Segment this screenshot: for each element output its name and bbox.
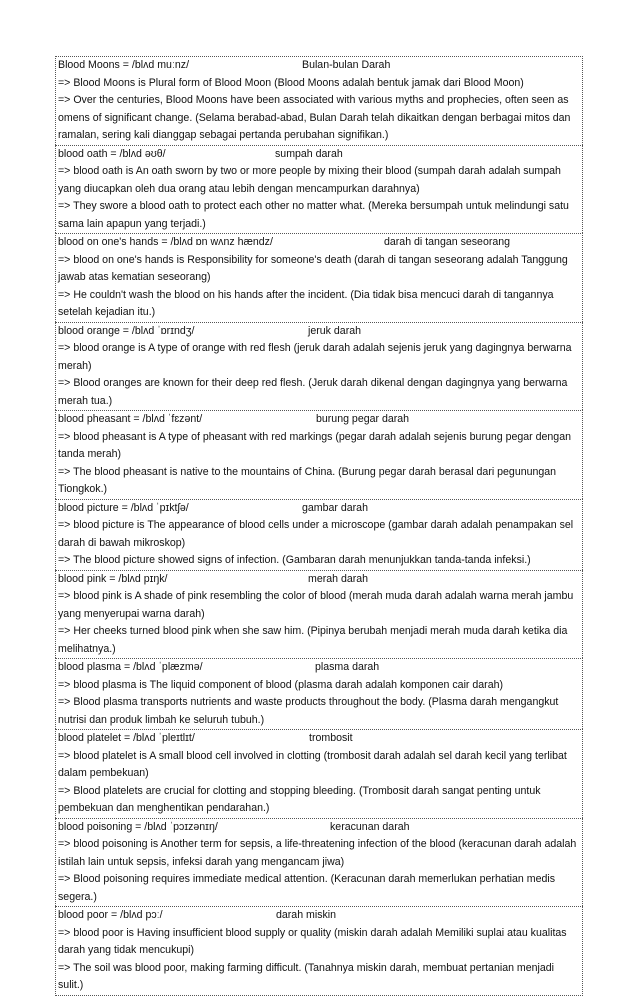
entry-term: blood pheasant = /blʌd ˈfɛzənt/ — [58, 413, 203, 425]
glossary-entry — [55, 906, 583, 996]
entry-translation: darah di tangan seseorang — [384, 236, 511, 248]
entry-term: blood plasma = /blʌd ˈplæzmə/ — [58, 661, 203, 673]
entry-definition: => Blood Moons is Plural form of Blood Moon (Blood Moons adalah bentuk jamak dari Blood Moon) — [58, 76, 524, 89]
glossary-entry — [55, 729, 583, 818]
entry-term: blood poor = /blʌd pɔː/ — [58, 909, 163, 921]
entry-translation: keracunan darah — [330, 820, 410, 833]
entry-term: blood platelet = /blʌd ˈpleɪtlɪt/ — [58, 732, 195, 744]
glossary-page — [55, 56, 583, 996]
glossary-entry — [55, 658, 583, 729]
entry-translation: jeruk darah — [308, 324, 361, 337]
entry-example: => Blood plasma transports nutrients and waste products throughout the body. (Plasma darah mengangkut nutrisi dan produk limbah ke seluruh tubuh.) — [58, 696, 559, 726]
entry-example: => He couldn't wash the blood on his hands after the incident. (Dia tidak bisa mencuci darah di tangannya setelah kejadian itu.) — [58, 288, 554, 318]
entry-translation: darah miskin — [276, 909, 337, 921]
entry-example: => Her cheeks turned blood pink when she saw him. (Pipinya berubah menjadi merah muda darah ketika dia melihatnya.) — [58, 625, 568, 655]
entry-example: => They swore a blood oath to protect each other no matter what. (Mereka bersumpah untuk melindungi satu sama lain apapun yang terjadi.) — [58, 200, 569, 230]
entry-definition: => blood plasma is The liquid component of blood (plasma darah adalah komponen cair darah) — [58, 678, 504, 691]
glossary-entry — [55, 410, 583, 499]
entry-heading — [58, 234, 580, 252]
entry-translation: sumpah darah — [275, 147, 343, 160]
glossary-entry — [55, 322, 583, 411]
entry-translation: trombosit — [309, 732, 353, 744]
entry-example: => Blood poisoning requires immediate medical attention. (Keracunan darah memerlukan perhatian medis segera.) — [58, 873, 556, 903]
entry-term: blood picture = /blʌd ˈpɪktʃə/ — [58, 501, 189, 514]
entry-heading — [58, 500, 580, 518]
glossary-entry — [55, 499, 583, 570]
entry-heading — [58, 730, 580, 748]
entry-definition: => blood on one's hands is Responsibility for someone's death (darah di tangan seseorang adalah Tanggung jawab atas kematian seseorang) — [58, 253, 568, 283]
entry-term: blood on one's hands = /blʌd ɒn wʌnz hændz/ — [58, 236, 273, 248]
entry-translation: plasma darah — [315, 661, 380, 673]
entry-definition: => blood orange is A type of orange with red flesh (jeruk darah adalah sejenis jeruk yang dagingnya berwarna merah) — [58, 342, 572, 372]
entry-definition: => blood pink is A shade of pink resembling the color of blood (merah muda darah adalah warna merah jambu yang menyerupai warna darah) — [58, 590, 574, 620]
entry-translation: Bulan-bulan Darah — [302, 59, 391, 71]
glossary-entry — [55, 233, 583, 322]
glossary-entry — [55, 818, 583, 907]
entry-term: blood oath = /blʌd əʊθ/ — [58, 147, 166, 160]
entry-definition: => blood platelet is A small blood cell involved in clotting (trombosit darah adalah sel darah kecil yang terlibat dalam pembekuan) — [58, 749, 567, 779]
entry-term: Blood Moons = /blʌd muːnz/ — [58, 59, 190, 71]
entry-heading — [58, 571, 580, 589]
entry-definition: => blood pheasant is A type of pheasant with red markings (pegar darah adalah sejenis burung pegar dengan tanda merah) — [58, 430, 571, 460]
entry-heading — [58, 907, 580, 925]
entry-example: => The blood picture showed signs of infection. (Gambaran darah menunjukkan tanda-tanda infeksi.) — [58, 554, 531, 566]
entry-example: => The blood pheasant is native to the mountains of China. (Burung pegar darah berasal dari pegunungan Tiongkok.) — [58, 465, 557, 495]
entry-example: => Over the centuries, Blood Moons have been associated with various myths and prophecies, often seen as omens of significant change. (Selama berabad-abad, Bulan Darah telah dikaitkan dengan berbagai mitos dan ramalan, sering kali dianggap sebagai pertanda perubahan signifikan.) — [58, 94, 571, 141]
entry-term: blood pink = /blʌd pɪŋk/ — [58, 572, 168, 585]
entry-translation: merah darah — [308, 572, 369, 585]
glossary-entry — [55, 145, 583, 234]
entry-translation: burung pegar darah — [316, 413, 410, 425]
glossary-entry — [55, 56, 583, 145]
entry-heading — [58, 819, 580, 837]
entry-term: blood orange = /blʌd ˈɒrɪndʒ/ — [58, 324, 195, 337]
glossary-entry — [55, 570, 583, 659]
entry-example: => Blood platelets are crucial for clotting and stopping bleeding. (Trombosit darah sangat penting untuk pembekuan dan menghentikan pendarahan.) — [58, 784, 541, 814]
entry-term: blood poisoning = /blʌd ˈpɔɪzənɪŋ/ — [58, 820, 218, 833]
entry-heading — [58, 659, 580, 677]
entry-example: => The soil was blood poor, making farming difficult. (Tanahnya miskin darah, membuat pertanian menjadi sulit.) — [58, 961, 555, 991]
entry-definition: => blood picture is The appearance of blood cells under a microscope (gambar darah adalah penampakan sel darah di bawah mikroskop) — [58, 519, 574, 549]
entry-example: => Blood oranges are known for their deep red flesh. (Jeruk darah dikenal dengan dagingnya yang berwarna merah tua.) — [58, 377, 568, 407]
entry-definition: => blood poor is Having insufficient blood supply or quality (miskin darah adalah Memiliki suplai atau kualitas darah yang tidak mencukupi) — [58, 926, 567, 956]
entry-heading — [58, 323, 580, 341]
entry-translation: gambar darah — [302, 501, 368, 514]
entry-heading — [58, 57, 580, 75]
entry-definition: => blood oath is An oath sworn by two or more people by mixing their blood (sumpah darah adalah sumpah yang diucapkan oleh dua orang atau lebih dengan mencampurkan darahnya) — [58, 165, 561, 195]
entry-definition: => blood poisoning is Another term for sepsis, a life-threatening infection of the blood (keracunan darah adalah istilah lain untuk sepsis, infeksi darah yang mengancam jiwa) — [58, 838, 577, 868]
entry-heading — [58, 146, 580, 164]
entry-heading — [58, 411, 580, 429]
